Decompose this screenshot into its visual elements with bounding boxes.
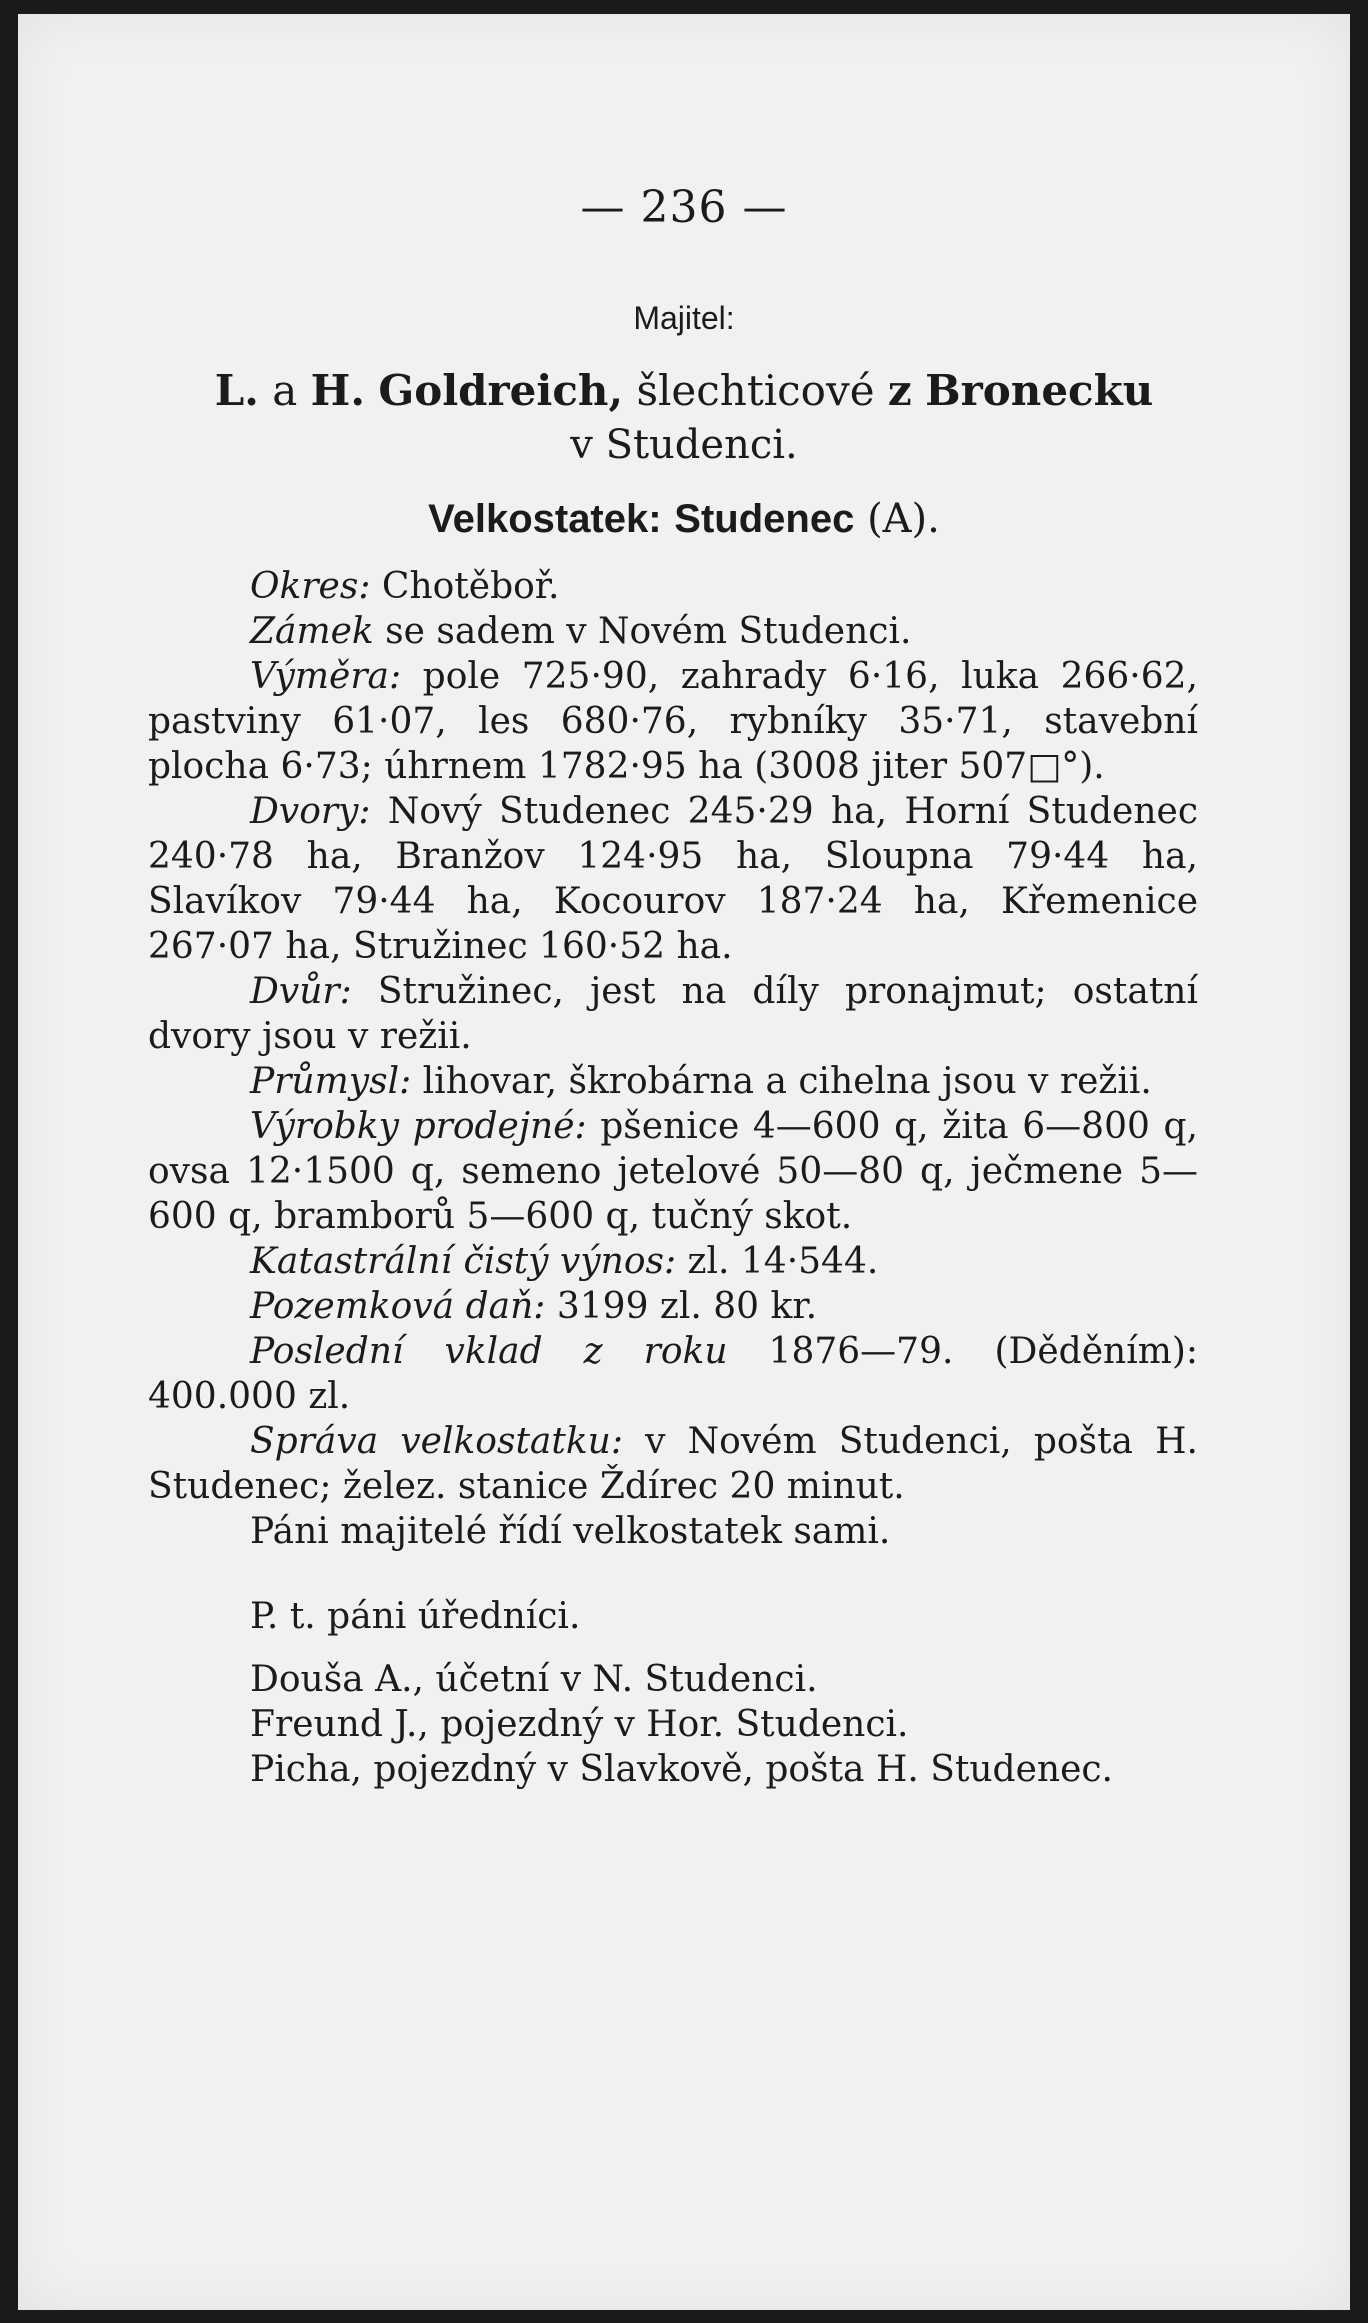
estate-details	[148, 564, 1198, 1792]
entry-label: Katastrální čistý výnos:	[250, 1241, 677, 1282]
owner-initial-l: L.	[214, 366, 259, 415]
entry-vyrobky	[148, 1104, 1198, 1239]
entry-text: se sadem v Novém Studenci.	[373, 611, 912, 652]
entry-label: Výměra:	[250, 656, 402, 697]
estate-code: (A).	[867, 496, 940, 542]
official-item: Picha, pojezdný v Slavkově, pošta H. Studenec.	[250, 1749, 1113, 1790]
owner-residence: v Studenci.	[570, 422, 798, 468]
officials-list	[148, 1657, 1198, 1792]
entry-dvory	[148, 789, 1198, 969]
entry-text: pšenice 4—600 q, žita 6—800 q, ovsa 12·1500 q, semeno jetelové 50—80 q, ječmene 5—600 q, bramborů 5—600 q, tučný skot.	[148, 1106, 1198, 1237]
entry-dvur	[148, 969, 1198, 1059]
entry-text: 3199 zl. 80 kr.	[545, 1286, 818, 1327]
entry-label: Okres:	[250, 566, 371, 607]
entry-label: Poslední vklad z roku	[250, 1331, 728, 1372]
estate-name: Studenec	[674, 497, 855, 541]
entry-text: zl. 14·544.	[676, 1241, 879, 1282]
entry-vymera	[148, 654, 1198, 789]
entry-text: Nový Studenec 245·29 ha, Horní Studenec 240·78 ha, Branžov 124·95 ha, Sloupna 79·44 ha, Slavíkov 79·44 ha, Kocourov 187·24 ha, Křemenice 267·07 ha, Stružinec 160·52 ha.	[148, 791, 1198, 967]
entry-text: Stružinec, jest na díly pronajmut; ostatní dvory jsou v režii.	[148, 971, 1198, 1057]
entry-text: lihovar, škrobárna a cihelna jsou v režii.	[411, 1061, 1152, 1102]
entry-label: Dvůr:	[250, 971, 352, 1012]
owner-surname: Goldreich,	[378, 366, 624, 415]
entry-label: Správa velkostatku:	[250, 1421, 623, 1462]
entry-vklad	[148, 1329, 1198, 1419]
entry-text: Chotěboř.	[370, 566, 560, 607]
entry-prumysl	[148, 1059, 1198, 1104]
estate-title	[18, 496, 1350, 542]
entry-label: Dvory:	[250, 791, 371, 832]
entry-zamek	[148, 609, 1198, 654]
entry-text: 1876—79. (Děděním): 400.000 zl.	[148, 1331, 1199, 1417]
document-page	[18, 14, 1350, 2310]
entry-okres	[148, 564, 1198, 609]
owner-and: a	[272, 366, 298, 415]
entry-label: Zámek	[250, 611, 374, 652]
entry-text: v Novém Studenci, pošta H. Studenec; želez. stanice Ždírec 20 minut.	[148, 1421, 1198, 1507]
official-item: Douša A., účetní v N. Studenci.	[250, 1659, 818, 1700]
entry-vynos	[148, 1239, 1198, 1284]
estate-label: Velkostatek:	[428, 497, 662, 541]
entry-dan	[148, 1284, 1198, 1329]
owner-z: z	[887, 366, 912, 415]
entry-label: Pozemková daň:	[250, 1286, 546, 1327]
owner-place-name: Bronecku	[925, 366, 1154, 415]
owner-title: šlechticové	[636, 366, 875, 415]
entry-label: Průmysl:	[250, 1061, 412, 1102]
official-item: Freund J., pojezdný v Hor. Studenci.	[250, 1704, 909, 1745]
entry-text: pole 725·90, zahrady 6·16, luka 266·62, pastviny 61·07, les 680·76, rybníky 35·71, stavební plocha 6·73; úhrnem 1782·95 ha (3008 jiter 507□°).	[148, 656, 1198, 787]
owner-label: Majitel:	[633, 300, 735, 336]
officials-heading: P. t. páni úředníci.	[250, 1596, 581, 1637]
owner-initial-h: H.	[310, 366, 365, 415]
entry-sprava	[148, 1419, 1198, 1509]
owner-name	[18, 366, 1350, 415]
entry-label: Výrobky prodejné:	[250, 1106, 587, 1147]
page-number: — 236 —	[580, 182, 788, 233]
owners-note: Páni majitelé řídí velkostatek sami.	[250, 1511, 891, 1552]
